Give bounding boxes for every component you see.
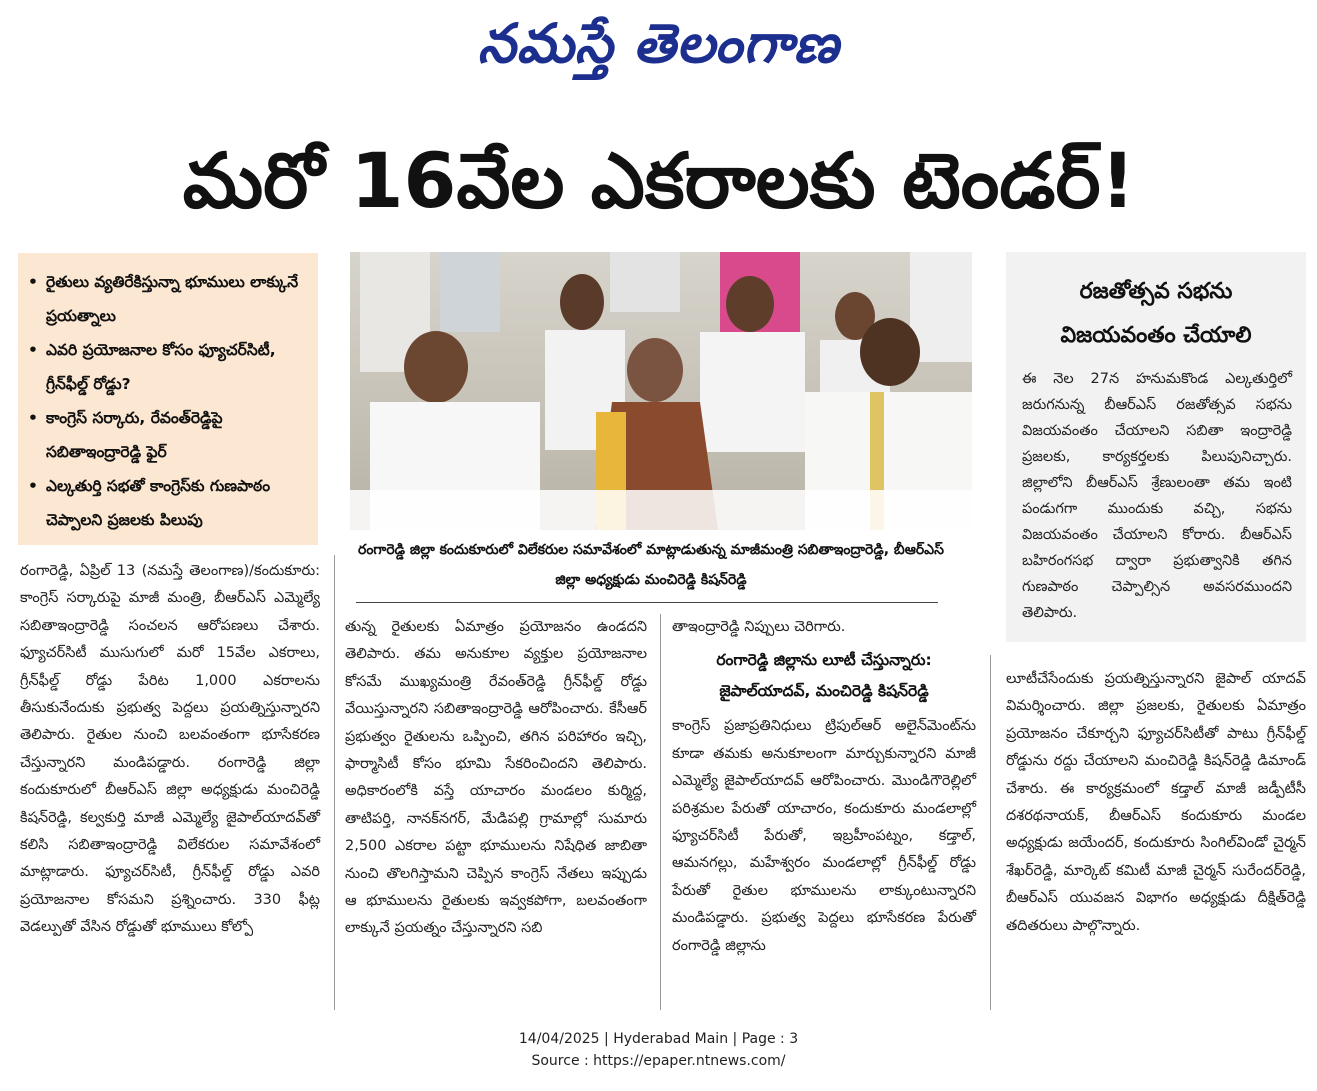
newspaper-masthead: నమస్తే తెలంగాణ — [477, 11, 840, 75]
article-column-2 — [345, 614, 647, 943]
article-text: కాంగ్రెస్ ప్రజాప్రతినిధులు ట్రిపుల్‌ఆర్ అలైన్‌మెంట్‌ను కూడా తమకు అనుకూలంగా మార్చుకున్నారని మాజీ ఎమ్మెల్యే జైపాల్‌యాదవ్ ఆరోపించారు. మొండిగౌరెల్లిలో పరిశ్రమల పేరుతో యాచారం, కందుకూరు మండలాల్లో ఫ్యూచర్‌సిటీ పేరుతో, ఇబ్రహీంపట్నం, కడ్తాల్, ఆమనగల్లు, మహేశ్వరం మండలాల్లో గ్రీన్‌ఫీల్డ్ రోడ్డు పేరుతో రైతుల భూములను లాక్కుంటున్నారని మండిపడ్డారు. ప్రభుత్వ పెద్దలు భూసేకరణ పేరుతో రంగారెడ్డి జిల్లాను — [672, 718, 976, 954]
sidebar-box — [1006, 252, 1306, 642]
column-divider — [660, 614, 661, 1010]
article-column-3 — [672, 614, 976, 960]
highlight-item: • ఎవరి ప్రయోజనాల కోసం ఫ్యూచర్‌సిటీ, గ్రీన్‌ఫీల్డ్ రోడ్డు? — [28, 333, 310, 401]
column-divider — [334, 555, 335, 1010]
article-text: రంగారెడ్డి, ఏప్రిల్ 13 (నమస్తే తెలంగాణ)/కందుకూరు: కాంగ్రెస్ సర్కారుపై మాజీ మంత్రి, బీఆర్‌ఎస్ ఎమ్మెల్యే సబితాఇంద్రారెడ్డి సంచలన ఆరోపణలు చేశారు. ఫ్యూచర్‌సిటీ ముసుగులో మరో 15వేల ఎకరాలు, గ్రీన్‌ఫీల్డ్ రోడ్డు పేరిట 1,000 ఎకరాలను తీసుకునేందుకు ప్రభుత్వ పెద్దలు ప్రయత్నిస్తున్నారని తెలిపారు. రైతుల నుంచి బలవంతంగా భూసేకరణ చేస్తున్నారని మండిపడ్డారు. రంగారెడ్డి జిల్లా కందుకూరులో బీఆర్‌ఎస్ జిల్లా అధ్యక్షుడు మంచిరెడ్డి కిషన్‌రెడ్డి, కల్వకుర్తి మాజీ ఎమ్మెల్యే జైపాల్‌యాదవ్‌తో కలిసి సబితాఇంద్రారెడ్డి విలేకరుల సమావేశంలో మాట్లాడారు. ఫ్యూచర్‌సిటీ, గ్రీన్‌ఫీల్డ్ రోడ్డు ఎవరి ప్రయోజనాల కోసమని ప్రశ్నించారు. 330 ఫీట్ల వెడల్పుతో వేసిన రోడ్డుతో భూములు కోల్పో — [20, 563, 320, 936]
caption-divider — [356, 602, 938, 603]
page-footer-info: 14/04/2025 | Hyderabad Main | Page : 3 — [518, 1031, 799, 1047]
highlight-item: • కాంగ్రెస్ సర్కారు, రేవంత్‌రెడ్డిపై సబితాఇంద్రారెడ్డి ఫైర్ — [28, 401, 310, 469]
sidebar-title-line2: విజయవంతం చేయాలి — [1060, 323, 1252, 348]
column-divider — [990, 655, 991, 1010]
photo-illustration — [350, 252, 972, 530]
article-text: లూటీచేసేందుకు ప్రయత్నిస్తున్నారని జైపాల్ యాదవ్ విమర్శించారు. జిల్లా ప్రజలకు, రైతులకు ఏమాత్రం ప్రయోజనం చేకూర్చని ఫ్యూచర్‌సిటీతో పాటు గ్రీన్‌ఫీల్డ్ రోడ్డును రద్దు చేయాలని మంచిరెడ్డి కిషన్‌రెడ్డి డిమాండ్ చేశారు. ఈ కార్యక్రమంలో కడ్తాల్ మాజీ జడ్పీటీసీ దశరథనాయక్, బీఆర్‌ఎస్ కందుకూరు మండల అధ్యక్షుడు జయేందర్, కందుకూరు సింగిల్‌విండో చైర్మన్ శేఖర్‌రెడ్డి, మార్కెట్ కమిటీ మాజీ చైర్మన్ సురేందర్‌రెడ్డి, బీఆర్‌ఎస్ యువజన విభాగం అధ్యక్షుడు దీక్షిత్‌రెడ్డి తదితరులు పాల్గొన్నారు. — [1006, 671, 1306, 934]
subheading-line1: రంగారెడ్డి జిల్లాను లూటీ చేస్తున్నారు: — [716, 651, 932, 670]
highlights-box — [18, 253, 318, 545]
subheading-line2: జైపాల్‌యాదవ్, మంచిరెడ్డి కిషన్‌రెడ్డి — [719, 682, 929, 701]
article-text: తున్న రైతులకు ఏమాత్రం ప్రయోజనం ఉండదని తెలిపారు. తమ అనుకూల వ్యక్తుల ప్రయోజనాల కోసమే ముఖ్యమంత్రి రేవంత్‌రెడ్డి గ్రీన్‌ఫీల్డ్ రోడ్డు వేయిస్తున్నారని సబితాఇంద్రారెడ్డి ఆరోపించారు. కేసీఆర్ ప్రభుత్వం రైతులను ఒప్పించి, తగిన పరిహారం ఇచ్చి, ఫార్మాసిటీ కోసం భూమి సేకరించిందని తెలిపారు. అధికారంలోకి వస్తే యాచారం మండలం కుర్మిద్ద, తాటిపర్తి, నానక్‌నగర్, మేడిపల్లి గ్రామాల్లో సుమారు 2,500 ఎకరాల పట్టా భూములను నిషేధిత జాబితా నుంచి తొలగిస్తామని చెప్పిన కాంగ్రెస్ నేతలు ఇప్పుడు ఆ భూములను రైతులకు ఇవ్వకపోగా, బలవంతంగా లాక్కునే ప్రయత్నం చేస్తున్నారని సబి — [345, 619, 647, 937]
highlight-item: • ఎల్కతుర్తి సభతో కాంగ్రెస్‌కు గుణపాఠం చెప్పాలని ప్రజలకు పిలుపు — [28, 469, 310, 537]
highlight-item: • రైతులు వ్యతిరేకిస్తున్నా భూములు లాక్కునే ప్రయత్నాలు — [28, 265, 310, 333]
article-column-4 — [1006, 666, 1306, 940]
press-meet-photo — [350, 252, 972, 530]
sidebar-body: ఈ నెల 27న హనుమకొండ ఎల్కతుర్తిలో జరుగనున్న బీఆర్‌ఎస్ రజతోత్సవ సభను విజయవంతం చేయాలని సబితా ఇంద్రారెడ్డి ప్రజలకు, కార్యకర్తలకు పిలుపునిచ్చారు. జిల్లాలోని బీఆర్‌ఎస్ శ్రేణులంతా తమ ఇంటి పండుగగా ముందుకు వచ్చి, సభను విజయవంతం చేయాలని కోరారు. బీఆర్‌ఎస్ బహిరంగసభ ద్వారా ప్రభుత్వానికి తగిన గుణపాఠం చెప్పాల్సిన అవసరముందని తెలిపారు. — [1022, 371, 1292, 621]
article-text: తాఇంద్రారెడ్డి నిప్పులు చెరిగారు. — [672, 619, 846, 635]
headline: మరో 16వేల ఎకరాలకు టెండర్! — [182, 136, 1136, 225]
article-column-1 — [20, 558, 320, 942]
sidebar-title-line1: రజతోత్సవ సభను — [1079, 279, 1233, 304]
article-subheading — [672, 645, 976, 707]
photo-caption: రంగారెడ్డి జిల్లా కందుకూరులో విలేకరుల సమావేశంలో మాట్లాడుతున్న మాజీమంత్రి సబితాఇంద్రారెడ్డి, బీఆర్‌ఎస్ జిల్లా అధ్యక్షుడు మంచిరెడ్డి కిషన్‌రెడ్డి — [358, 542, 944, 588]
page-footer-source: Source : https://epaper.ntnews.com/ — [531, 1053, 786, 1069]
sidebar-title — [1006, 252, 1306, 358]
